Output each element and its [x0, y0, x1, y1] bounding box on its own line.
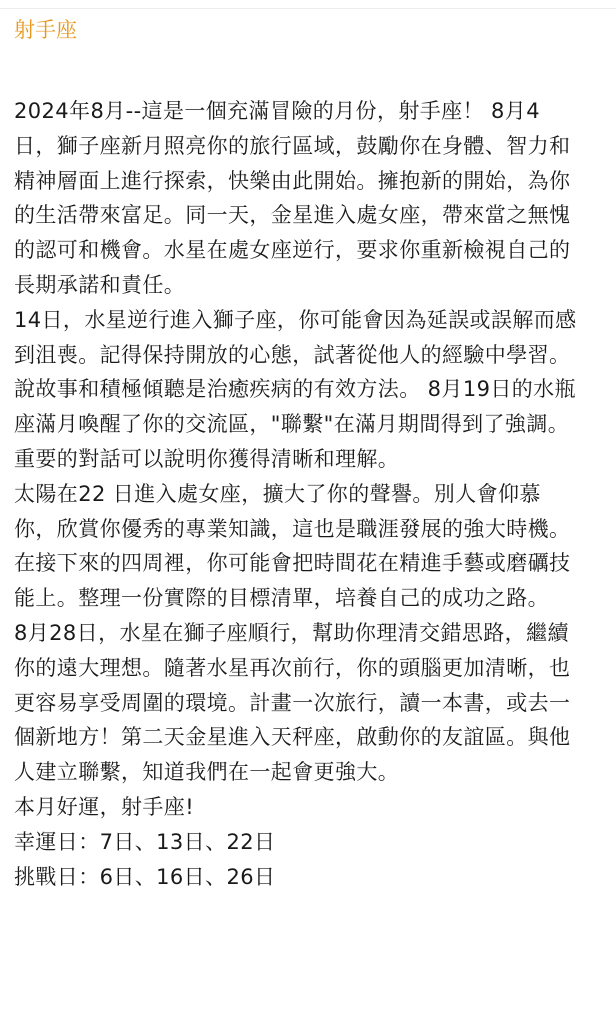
paragraph-line: 你的遠大理想。隨著水星再次前行，你的頭腦更加清晰，也 — [14, 655, 571, 680]
paragraph-line: 8月28日，水星在獅子座順行，幫助你理清交錯思路，繼續 — [14, 620, 569, 645]
paragraph-line: 的生活帶來富足。同一天，金星進入處女座，帶來當之無愧 — [14, 203, 571, 228]
horoscope-article — [14, 94, 612, 894]
paragraph-line: 能上。整理一份實際的目標清單，培養自己的成功之路。 — [14, 586, 549, 611]
paragraph-line: 長期承諾和責任。 — [14, 272, 186, 297]
paragraph-line: 重要的對話可以說明你獲得清晰和理解。 — [14, 446, 400, 471]
paragraph-line: 更容易享受周圍的環境。計畫一次旅行，讀一本書，或去一 — [14, 690, 571, 715]
paragraph-line: 說故事和積極傾聽是治癒疾病的有效方法。 8月19日的水瓶 — [14, 377, 576, 402]
paragraph-line: 座滿月喚醒了你的交流區，"聯繫"在滿月期間得到了強調。 — [14, 412, 570, 437]
paragraph-line: 個新地方！第二天金星進入天秤座，啟動你的友誼區。與他 — [14, 725, 571, 750]
paragraph-line: 太陽在22 日進入處女座，擴大了你的聲譽。別人會仰慕 — [14, 481, 541, 506]
page-title: 射手座 — [14, 18, 77, 42]
paragraph-line: 日，獅子座新月照亮你的旅行區域，鼓勵你在身體、智力和 — [14, 133, 571, 158]
top-divider — [0, 8, 616, 9]
challenge-days-line: 挑戰日：6日、16日、26日 — [14, 864, 276, 889]
paragraph-line: 在接下來的四周裡，你可能會把時間花在精進手藝或磨礪技 — [14, 551, 571, 576]
paragraph-line: 人建立聯繫，知道我們在一起會更強大。 — [14, 760, 400, 785]
closing-line: 本月好運，射手座! — [14, 794, 195, 819]
paragraph-line: 14日，水星逆行進入獅子座，你可能會因為延誤或誤解而感 — [14, 307, 577, 332]
paragraph-line: 精神層面上進行探索，快樂由此開始。擁抱新的開始，為你 — [14, 168, 571, 193]
paragraph-line: 到沮喪。記得保持開放的心態，試著從他人的經驗中學習。 — [14, 342, 571, 367]
paragraph-line: 的認可和機會。水星在處女座逆行，要求你重新檢視自己的 — [14, 238, 571, 263]
paragraph-line: 你，欣賞你優秀的專業知識，這也是職涯發展的強大時機。 — [14, 516, 571, 541]
lucky-days-line: 幸運日：7日、13日、22日 — [14, 829, 276, 854]
paragraph-line: 2024年8月--這是一個充滿冒險的月份，射手座！ 8月4 — [14, 99, 540, 123]
